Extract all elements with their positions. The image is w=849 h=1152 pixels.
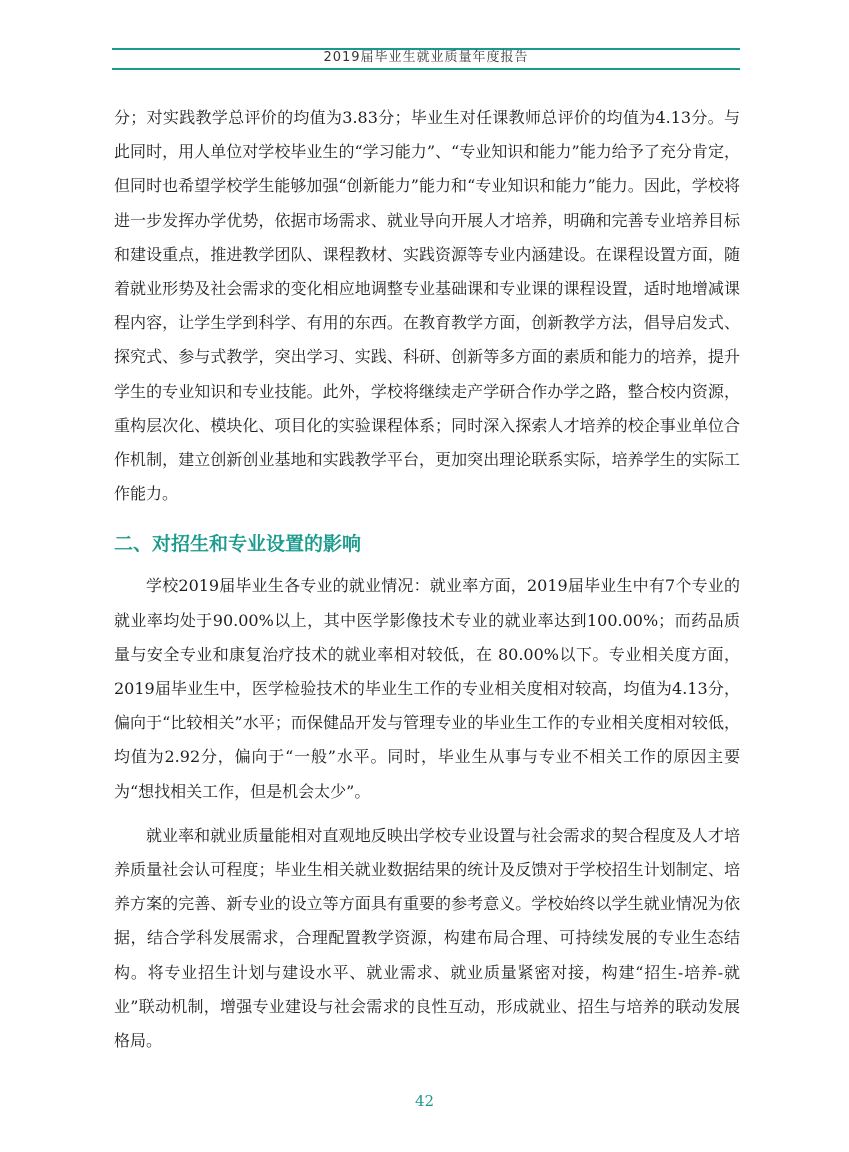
page-header	[112, 40, 740, 80]
body-paragraph-enrollment-linkage: 就业率和就业质量能相对直观地反映出学校专业设置与社会需求的契合程度及人才培养质量社会认可程度；毕业生相关就业数据结果的统计及反馈对于学校招生计划制定、培养方案的完善、新专业的设立等方面具有重要的参考意义。学校始终以学生就业情况为依据，结合学科发展需求，合理配置教学资源，构建布局合理、可持续发展的专业生态结构。将专业招生计划与建设水平、就业需求、就业质量紧密对接，构建“招生-培养-就业”联动机制，增强专业建设与社会需求的良性互动，形成就业、招生与培养的联动发展格局。	[114, 825, 740, 1051]
body-paragraph-employment-stats: 学校2019届毕业生各专业的就业情况：就业率方面，2019届毕业生中有7个专业的就业率均处于90.00%以上，其中医学影像技术专业的就业率达到100.00%；而药品质量与安全专业和康复治疗技术的就业率相对较低，在 80.00%以下。专业相关度方面，2019届毕业生中，医学检验技术的毕业生工作的专业相关度相对较高，均值为4.13分，偏向于“比较相关”水平；而保健品开发与管理专业的毕业生工作的专业相关度相对较低，均值为2.92分，偏向于“一般”水平。同时，毕业生从事与专业不相关工作的原因主要为“想找相关工作，但是机会太少”。	[114, 576, 740, 801]
body-paragraph-continued: 分；对实践教学总评价的均值为3.83分；毕业生对任课教师总评价的均值为4.13分。与此同时，用人单位对学校毕业生的“学习能力”、“专业知识和能力”能力给予了充分肯定，但同时也希望学校学生能够加强“创新能力”能力和“专业知识和能力”能力。因此，学校将进一步发挥办学优势，依据市场需求、就业导向开展人才培养，明确和完善专业培养目标和建设重点，推进教学团队、课程教材、实践资源等专业内涵建设。在课程设置方面，随着就业形势及社会需求的变化相应地调整专业基础课和专业课的课程设置，适时地增减课程内容，让学生学到科学、有用的东西。在教育教学方面，创新教学方法，倡导启发式、探究式、参与式教学，突出学习、实践、科研、创新等多方面的素质和能力的培养，提升学生的专业知识和专业技能。此外，学校将继续走产学研合作办学之路，整合校内资源，重构层次化、模块化、项目化的实验课程体系；同时深入探索人才培养的校企事业单位合作机制，建立创新创业基地和实践教学平台，更加突出理论联系实际，培养学生的实际工作能力。	[114, 108, 740, 504]
document-body	[114, 101, 740, 1058]
header-rule-bottom	[112, 68, 740, 70]
section-heading: 二、对招生和专业设置的影响	[114, 533, 362, 556]
page-number: 42	[414, 1092, 435, 1110]
header-title: 2019届毕业生就业质量年度报告	[323, 50, 529, 65]
